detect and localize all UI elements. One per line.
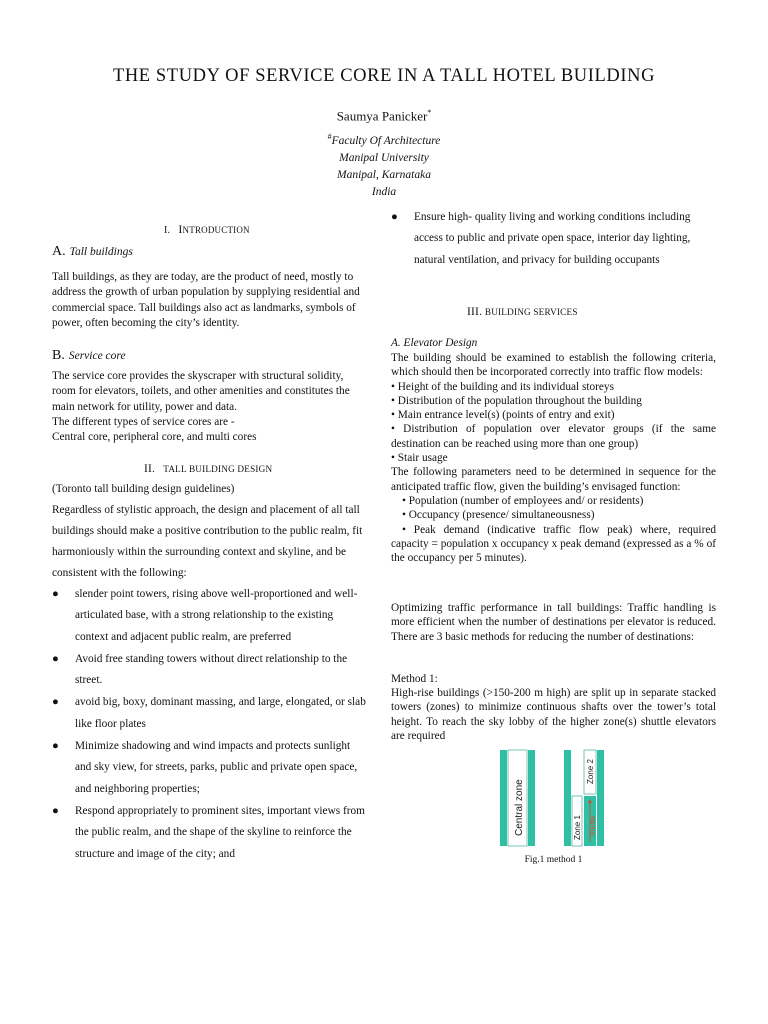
zone-diagram <box>498 748 611 848</box>
section-heading-introduction: I. INTRODUCTION <box>164 222 250 236</box>
list-item: ● Minimize shadowing and wind impacts and protects sunlight and sky view, for streets, parks, public and private open space, and neighboring properties; <box>52 740 358 795</box>
paragraph-tall-buildings: Tall buildings, as they are today, are the product of need, mostly to address the growth of urban population by supplying residential and commercial space. Tall buildings also act as landmarks, symbols of power, often becoming the city’s identity. <box>52 271 360 329</box>
list-item: ● Avoid free standing towers without direct relationship to the street. <box>52 652 348 687</box>
list-item: ● avoid big, boxy, dominant massing, and large, elongated, or slab like floor plates <box>52 696 366 730</box>
figure-caption: Fig.1 method 1 <box>524 855 583 865</box>
subsection-heading-service-core: B. Service core <box>52 348 126 363</box>
author-name: Saumya Panicker* <box>336 108 432 124</box>
central-zone-left-strip <box>500 750 507 846</box>
zoned-right-strip <box>597 750 604 846</box>
section-heading-tall-building-design: II. TALL BUILDING DESIGN <box>144 463 273 475</box>
author-mark: * <box>427 108 432 117</box>
method-label: Method 1: <box>391 673 438 685</box>
subsection-heading-elevator-design: A. Elevator Design <box>391 337 478 349</box>
paper-title: THE STUDY OF SERVICE CORE IN A TALL HOTEL BUILDING <box>112 66 656 86</box>
zone-1-label: Zone 1 <box>573 815 582 840</box>
paragraph-method-1: High-rise buildings (>150-200 m high) are split up in separate stacked towers (zones) to minimize continuous shafts over the tower’s total height. To reach the sky lobby of the higher zone(s) shuttle elevators are required <box>391 687 716 742</box>
paragraph-service-core: The service core provides the skyscraper with structural solidity, room for elevators, toilets, and other amenities and constitutes the main network for utility, power and data. The different types of service cores are - Central core, peripheral core, and multi cores <box>52 370 350 444</box>
central-zone-label: Central zone <box>514 779 525 836</box>
design-guidelines-list-continued <box>391 207 716 272</box>
shuttle-label: Shuttle <box>590 815 597 836</box>
method-1-figure <box>498 748 611 848</box>
subsection-heading-tall-buildings: A. Tall buildings <box>52 244 133 259</box>
elevator-design-text: The building should be examined to establish the following criteria, which should then be incorporated correctly into traffic flow models: • Height of the building and its individual storeys • Distribution of the population throughout the building • Main entrance level(s) (points of entry and exit) • Distribution of population over elevator groups (if the same destination can be reached using more than one group) • Stair usage The following parameters need to be determined in sequence for the anticipated traffic flow, given the building’s envisaged function: • Population (number of employees and/ or residents) • Occupancy (presence/ simultaneousness) • Peak demand (indicative traffic flow peak) where, required capacity = population x occupancy x peak demand (expressed as a % of the occupancy per 5 minutes). <box>391 352 716 565</box>
central-zone-right-strip <box>528 750 535 846</box>
list-item: ● slender point towers, rising above well-proportioned and well-articulated base, with a strong relationship to the existing context and adjacent public realm, are preferred <box>52 588 358 643</box>
affiliation: #Faculty Of Architecture Manipal University Manipal, Karnataka India <box>327 132 441 198</box>
section-heading-building-services: III. BUILDING SERVICES <box>467 306 578 318</box>
guidelines-source: (Toronto tall building design guidelines) <box>52 483 235 495</box>
zoned-left-strip <box>564 750 571 846</box>
design-guidelines-list <box>52 584 368 866</box>
zone-2-label: Zone 2 <box>586 759 595 784</box>
list-item: ● Respond appropriately to prominent sites, important views from the public realm, and the shape of the skyline to reinforce the structure and image of the city; and <box>52 804 365 860</box>
list-item: ● Ensure high- quality living and working conditions including access to public and private open space, interior day lighting, natural ventilation, and privacy for building occupants <box>391 211 691 266</box>
paragraph-tall-building-design: Regardless of stylistic approach, the design and placement of all tall buildings should make a positive contribution to the public realm, fit harmoniously within the surrounding context and skyline, and be consistent with the following: <box>52 504 363 579</box>
affiliation-mark: # <box>327 132 332 141</box>
paragraph-optimizing-traffic: Optimizing traffic performance in tall buildings: Traffic handling is more efficient when the number of destinations per elevator is reduced. There are 3 basic methods for reducing the number of destinations: <box>391 602 716 643</box>
